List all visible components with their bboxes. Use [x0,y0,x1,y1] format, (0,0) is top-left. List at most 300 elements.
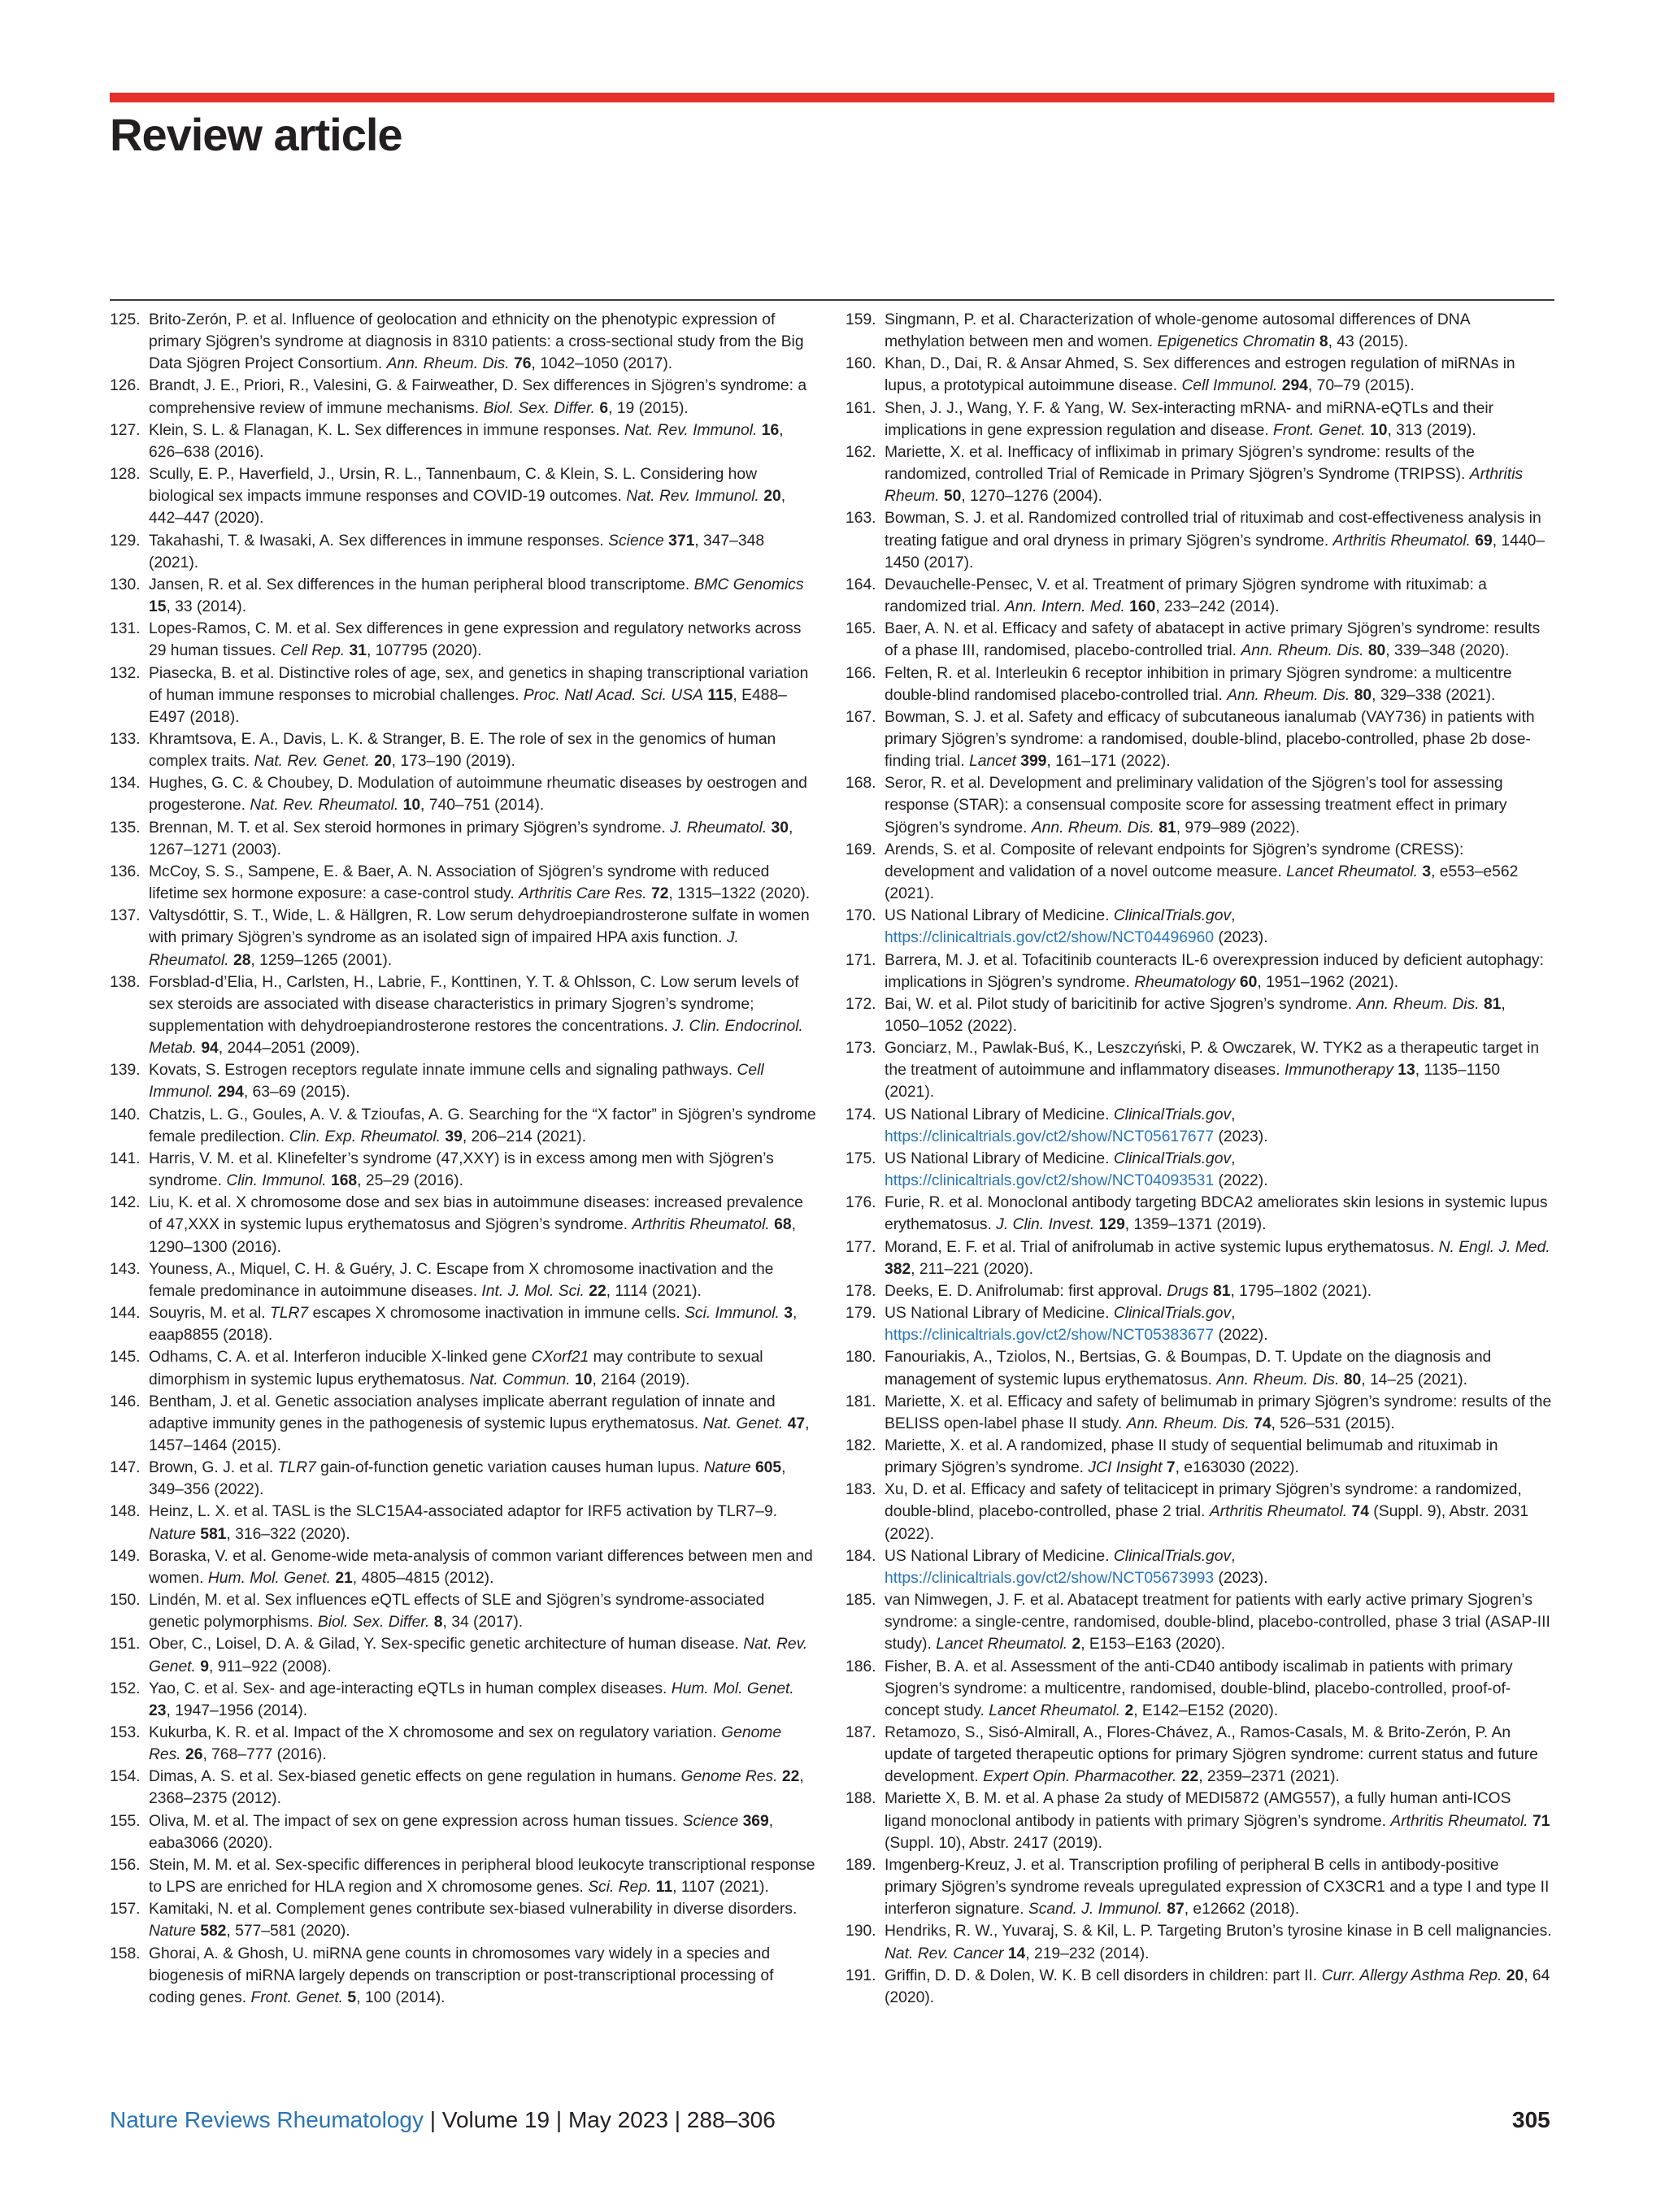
reference-text: Arends, S. et al. Composite of relevant endpoints for Sjögren’s syndrome (CRESS): development and validation of a novel outcome measure. [885,841,1464,880]
reference-item [110,1148,817,1192]
reference-item [846,1280,1553,1302]
reference-text: US National Library of Medicine. [885,1547,1114,1565]
reference-text: , eaba3066 (2020). [149,1812,774,1852]
reference-volume: 10 [402,797,421,815]
reference-link[interactable]: https://clinicaltrials.gov/ct2/show/NCT05383677 [885,1327,1215,1345]
reference-item [110,463,817,529]
reference-number: 183. [846,1481,876,1499]
reference-text: , 911–922 (2008). [208,1658,332,1675]
reference-text: , [1231,1106,1236,1123]
reference-journal: Nat. Commun. [469,1371,571,1388]
reference-number: 138. [110,973,141,991]
reference-item [110,1192,817,1258]
reference-volume: 13 [1398,1062,1415,1080]
reference-item [110,817,817,861]
reference-number: 159. [846,311,876,328]
reference-volume: 60 [1239,973,1258,991]
reference-item [110,375,817,419]
reference-number: 155. [110,1812,141,1830]
reference-number: 128. [110,466,141,484]
reference-journal: Ann. Rheum. Dis. [1031,819,1154,837]
reference-journal: Lancet Rheumatol. [936,1636,1068,1654]
reference-text: Youness, A., Miquel, C. H. & Guéry, J. C. Escape from X chromosome inactivation and the female predominance in autoimmune diseases. [149,1260,774,1300]
reference-text: Xu, D. et al. Efficacy and safety of telitacicept in primary Sjögren’s syndrome: a randomized, double-blind, placebo-controlled, phase 2 trial. [885,1481,1522,1521]
reference-text: , 329–338 (2021). [1372,686,1496,704]
footer-citation [110,2106,776,2135]
reference-volume: 605 [754,1459,782,1477]
reference-volume: 22 [589,1282,606,1300]
reference-text: Stein, M. M. et al. Sex-specific differences in peripheral blood leukocyte transcriptional response to LPS are enriched for HLA region and X chromosome genes. [149,1856,815,1897]
reference-volume: 129 [1098,1216,1125,1234]
reference-item [110,1898,817,1942]
reference-volume: 74 [1254,1415,1272,1432]
reference-text: , 626–638 (2016). [149,421,784,461]
reference-journal: Scand. J. Immunol. [1028,1901,1163,1919]
reference-volume: 30 [771,819,789,837]
reference-text: may contribute to sexual dimorphism in systemic lupus erythematosus. [149,1349,763,1388]
reference-number: 178. [846,1282,876,1300]
reference-text: , 442–447 (2020). [149,488,786,528]
reference-item [110,1633,817,1677]
reference-journal: Nature [703,1459,751,1477]
reference-volume: 80 [1354,686,1372,704]
reference-number: 134. [110,775,141,793]
reference-text: McCoy, S. S., Sampene, E. & Baer, A. N. Association of Sjögren’s syndrome with reduced lifetime sex hormone exposure: a case-control study. [149,863,770,903]
reference-text: , 2368–2375 (2012). [149,1768,804,1808]
reference-text: Bowman, S. J. et al. Safety and efficacy of subcutaneous ianalumab (VAY736) in patients with primary Sjögren’s syndrome: a randomised, double-blind, placebo-controlled, phase 2b dose-finding trial. [885,708,1535,771]
reference-number: 161. [846,399,876,417]
reference-text: Piasecka, B. et al. Distinctive roles of age, sex, and genetics in shaping transcriptional variation of human immune responses to microbial challenges. [149,664,809,704]
reference-number: 173. [846,1040,876,1058]
reference-journal: Nat. Genet. [702,1415,784,1432]
reference-journal: ClinicalTrials.gov [1113,1106,1232,1123]
reference-text: Bowman, S. J. et al. Randomized controlled trial of rituximab and cost-effectiveness analysis in treating fatigue and oral dryness in primary Sjögren’s syndrome. [885,510,1541,550]
reference-item [846,1302,1553,1346]
reference-item [846,1545,1553,1589]
reference-text: , e163030 (2022). [1175,1459,1299,1477]
reference-volume: 71 [1532,1812,1550,1830]
reference-item [846,772,1553,838]
reference-text: , 1315–1322 (2020). [668,885,811,903]
reference-text: Jansen, R. et al. Sex differences in the human peripheral blood transcriptome. [149,576,694,593]
reference-number: 166. [846,664,876,682]
reference-text: gain-of-function genetic variation causes human lupus. [315,1459,704,1477]
reference-text: , 206–214 (2021). [462,1128,587,1145]
reference-number: 147. [110,1459,141,1477]
reference-journal: Lancet Rheumatol. [989,1701,1121,1719]
reference-number: 175. [846,1149,876,1167]
reference-number: 142. [110,1194,141,1212]
reference-number: 184. [846,1547,876,1565]
reference-text: Chatzis, L. G., Goules, A. V. & Tzioufas, A. G. Searching for the “X factor” in Sjögren’s syndrome female predilection. [149,1106,816,1145]
reference-text: Valtysdóttir, S. T., Wide, L. & Hällgren, R. Low serum dehydroepiandrosterone sulfate in women with primary Sjögren’s syndrome as an isolated sign of impaired HPA axis function. [149,907,810,947]
reference-volume: 2 [1124,1701,1134,1719]
reference-number: 176. [846,1194,876,1212]
reference-volume: 47 [787,1415,806,1432]
reference-journal: Lancet Rheumatol. [1286,863,1418,880]
reference-journal: Hum. Mol. Genet. [207,1569,331,1587]
reference-item [846,1656,1553,1722]
reference-volume: 22 [1180,1768,1199,1786]
reference-journal: Clin. Immunol. [226,1172,327,1190]
reference-journal: TLR7 [277,1459,316,1477]
reference-number: 164. [846,576,876,593]
reference-volume: 294 [1281,377,1308,395]
reference-number: 135. [110,819,141,837]
reference-journal: Arthritis Rheumatol. [1332,532,1471,550]
reference-text: Souyris, M. et al. [149,1305,270,1323]
reference-text: , 161–171 (2022). [1046,753,1171,771]
reference-text: , 2164 (2019). [592,1371,690,1388]
reference-number: 130. [110,576,141,593]
reference-item [110,309,817,375]
reference-text: , 1267–1271 (2003). [149,819,793,858]
reference-journal: JCI Insight [1088,1459,1163,1477]
reference-item [110,1943,817,2009]
reference-item [846,663,1553,706]
reference-journal: Immunotherapy [1284,1062,1393,1080]
reference-volume: 16 [761,421,780,439]
reference-item [846,441,1553,507]
reference-text: Mariette, X. et al. Efficacy and safety of belimumab in primary Sjögren’s syndrome: results of the BELISS open-label phase II study. [885,1393,1552,1432]
reference-text: Lopes-Ramos, C. M. et al. Sex differences in gene expression and regulatory networks across 29 human tissues. [149,620,802,660]
reference-item [846,1236,1553,1280]
reference-number: 187. [846,1724,876,1741]
reference-item [846,1346,1553,1390]
reference-volume: 7 [1166,1459,1176,1477]
reference-journal: Sci. Rep. [588,1879,652,1897]
reference-number: 182. [846,1436,876,1454]
reference-text: Scully, E. P., Haverfield, J., Ursin, R. L., Tannenbaum, C. & Klein, S. L. Considering how biological sex impacts immune responses and COVID-19 outcomes. [149,466,758,506]
reference-text: Mariette, X. et al. A randomized, phase II study of sequential belimumab and rituximab in primary Sjögren’s syndrome. [885,1436,1498,1477]
reference-journal: TLR7 [269,1305,309,1323]
reference-volume: 20 [1506,1966,1524,1984]
reference-item [846,574,1553,618]
reference-text: , 1270–1276 (2004). [961,488,1103,506]
reference-volume: 582 [200,1923,227,1940]
reference-journal: Front. Genet. [1273,421,1366,439]
reference-text: Khan, D., Dai, R. & Ansar Ahmed, S. Sex differences and estrogen regulation of miRNAs in lupus, a prototypical autoimmune disease. [885,355,1515,395]
reference-text: Brennan, M. T. et al. Sex steroid hormones in primary Sjögren’s syndrome. [149,819,671,837]
reference-item [846,993,1553,1037]
reference-volume: 76 [514,355,532,373]
reference-number: 126. [110,377,141,395]
reference-volume: 10 [575,1371,593,1388]
reference-volume: 23 [149,1701,167,1719]
reference-item [110,1589,817,1633]
reference-item [846,706,1553,772]
reference-text: (2022). [1214,1327,1268,1345]
reference-item [110,1346,817,1390]
reference-volume: 8 [433,1614,443,1632]
reference-text: , 100 (2014). [356,1988,446,2006]
reference-item [110,1722,817,1766]
reference-text: Takahashi, T. & Iwasaki, A. Sex differences in immune responses. [149,532,609,550]
reference-volume: 68 [774,1216,792,1234]
reference-number: 141. [110,1149,141,1167]
reference-number: 177. [846,1238,876,1256]
reference-volume: 28 [233,951,251,969]
reference-number: 174. [846,1106,876,1123]
reference-text: Brown, G. J. et al. [149,1459,278,1477]
reference-text: , 1359–1371 (2019). [1124,1216,1267,1234]
reference-journal: Genome Res. [680,1768,778,1786]
reference-item [110,1545,817,1589]
reference-text: van Nimwegen, J. F. et al. Abatacept treatment for patients with early active primary Sjogren’s syndrome: a single-centre, randomised, double-blind, placebo-controlled, phase 3 trial (ASAP-III study). [885,1592,1550,1654]
references-left-column [110,309,817,2009]
reference-item [846,1920,1553,1964]
reference-text: , 14–25 (2021). [1361,1371,1468,1388]
reference-item [110,772,817,816]
reference-volume: 371 [668,532,695,550]
reference-number: 172. [846,995,876,1013]
journal-pages: 288–306 [686,2107,776,2132]
reference-text: , 1114 (2021). [606,1282,702,1300]
reference-link[interactable]: https://clinicaltrials.gov/ct2/show/NCT05673993 [885,1569,1215,1587]
reference-number: 153. [110,1724,141,1741]
reference-link[interactable]: https://clinicaltrials.gov/ct2/show/NCT05617677 [885,1128,1215,1145]
reference-item [110,574,817,618]
reference-journal: Ann. Rheum. Dis. [1356,995,1480,1013]
reference-text: Kovats, S. Estrogen receptors regulate innate immune cells and signaling pathways. [149,1062,737,1080]
reference-text: , 313 (2019). [1387,421,1476,439]
reference-journal: Arthritis Rheumatol. [1390,1812,1528,1830]
reference-volume: 6 [599,399,609,417]
reference-number: 149. [110,1547,141,1565]
reference-text: Devauchelle-Pensec, V. et al. Treatment of primary Sjögren syndrome with rituximab: a randomized trial. [885,576,1487,616]
reference-item [846,1589,1553,1655]
reference-item [846,950,1553,993]
reference-journal: Ann. Rheum. Dis. [386,355,510,373]
reference-volume: 14 [1007,1945,1026,1962]
journal-volume: Volume 19 [441,2107,550,2132]
reference-item [110,728,817,772]
reference-item [846,1148,1553,1192]
reference-journal: Nat. Rev. Genet. [149,1636,808,1675]
reference-text: Shen, J. J., Wang, Y. F. & Yang, W. Sex-interacting mRNA- and miRNA-eQTLs and their implications in gene expression regulation and disease. [885,399,1494,439]
reference-item [846,1037,1553,1103]
reference-text: , 34 (2017). [442,1614,524,1632]
section-title: Review article [110,109,402,160]
reference-item [110,1457,817,1501]
reference-journal: Sci. Immunol. [685,1305,780,1323]
reference-item [110,1501,817,1545]
reference-volume: 81 [1213,1282,1231,1300]
reference-text: , 63–69 (2015). [243,1084,350,1102]
reference-text: , 316–322 (2020). [226,1525,350,1543]
reference-text: Fanouriakis, A., Tziolos, N., Bertsias, G. & Boumpas, D. T. Update on the diagnosis and management of systemic lupus erythematosus. [885,1349,1492,1388]
reference-text: , 219–232 (2014). [1025,1945,1150,1962]
reference-journal: J. Clin. Invest. [996,1216,1095,1234]
reference-text: Khramtsova, E. A., Davis, L. K. & Stranger, B. E. The role of sex in the genomics of human complex traits. [149,730,776,771]
reference-text: Imgenberg-Kreuz, J. et al. Transcription profiling of peripheral B cells in antibody-positive primary Sjögren’s syndrome reveals upregulated expression of CX3CR1 and a type I and type II interferon signature. [885,1856,1550,1919]
reference-text: Forsblad-d’Elia, H., Carlsten, H., Labrie, F., Konttinen, Y. T. & Ohlsson, C. Low serum levels of sex steroids are associated with disease characteristics in primary Sjogren’s syndrome; supplementation with dehydroepiandrosterone restores the concentrations. [149,973,799,1035]
reference-journal: Rheumatology [1134,973,1236,991]
reference-text: , 4805–4815 (2012). [352,1569,494,1587]
reference-item [846,309,1553,353]
reference-item [110,419,817,463]
reference-text: Deeks, E. D. Anifrolumab: first approval. [885,1282,1167,1300]
reference-number: 190. [846,1923,876,1940]
reference-number: 146. [110,1393,141,1410]
reference-journal: Arthritis Care Res. [519,885,647,903]
reference-text: Furie, R. et al. Monoclonal antibody targeting BDCA2 ameliorates skin lesions in systemic lupus erythematosus. [885,1194,1548,1234]
reference-text: , 1259–1265 (2001). [250,951,393,969]
reference-journal: CXorf21 [531,1349,589,1367]
reference-journal: Hum. Mol. Genet. [671,1680,794,1697]
reference-item [846,1965,1553,2009]
reference-text: , [1231,1305,1236,1323]
reference-number: 144. [110,1305,141,1323]
header-accent-bar [110,93,1554,102]
footer-separator: | [555,2107,568,2132]
reference-item [846,507,1553,573]
footer-separator: | [429,2107,442,2132]
reference-volume: 168 [330,1172,358,1190]
reference-text: Hughes, G. C. & Choubey, D. Modulation of autoimmune rheumatic diseases by oestrogen and progesterone. [149,775,807,815]
reference-text: Baer, A. N. et al. Efficacy and safety of abatacept in active primary Sjögren’s syndrome: results of a phase III, randomised, placebo-controlled trial. [885,620,1541,660]
reference-item [846,353,1553,397]
reference-item [110,1678,817,1722]
reference-item [846,1479,1553,1545]
reference-text: , 1795–1802 (2021). [1230,1282,1372,1300]
reference-text: Felten, R. et al. Interleukin 6 receptor inhibition in primary Sjögren syndrome: a multicentre double-blind randomised placebo-controlled trial. [885,664,1512,704]
reference-item [110,861,817,905]
reference-volume: 369 [742,1812,769,1830]
reference-text: Liu, K. et al. X chromosome dose and sex bias in autoimmune diseases: increased prevalence of 47,XXX in systemic lupus erythematosus and Sjögren’s syndrome. [149,1194,803,1234]
reference-link[interactable]: https://clinicaltrials.gov/ct2/show/NCT04496960 [885,929,1215,947]
reference-journal: J. Clin. Endocrinol. Metab. [149,1018,803,1058]
reference-journal: ClinicalTrials.gov [1113,1149,1232,1167]
reference-item [110,905,817,971]
reference-journal: Science [608,532,664,550]
reference-number: 180. [846,1349,876,1367]
reference-text: , 1290–1300 (2016). [149,1216,796,1256]
reference-text: , 526–531 (2015). [1271,1415,1395,1432]
reference-number: 163. [846,510,876,528]
reference-number: 143. [110,1260,141,1278]
reference-text: US National Library of Medicine. [885,1106,1114,1123]
reference-number: 132. [110,664,141,682]
reference-number: 154. [110,1768,141,1786]
reference-number: 179. [846,1305,876,1323]
reference-journal: BMC Genomics [693,576,804,593]
reference-volume: 382 [885,1260,911,1278]
reference-number: 160. [846,355,876,373]
reference-number: 186. [846,1658,876,1675]
reference-text: , E153–E163 (2020). [1080,1636,1226,1654]
reference-item [110,1258,817,1302]
reference-text: Lindén, M. et al. Sex influences eQTL effects of SLE and Sjögren’s syndrome-associated genetic polymorphisms. [149,1592,765,1632]
reference-volume: 80 [1367,642,1386,660]
reference-journal: Cell Immunol. [149,1062,764,1102]
footer-separator: | [674,2107,687,2132]
reference-text: , 70–79 (2015). [1307,377,1415,395]
reference-volume: 21 [335,1569,353,1587]
reference-volume: 22 [781,1768,800,1786]
reference-text: Singmann, P. et al. Characterization of whole-genome autosomal differences of DNA methylation between men and women. [885,311,1470,351]
reference-text: Barrera, M. J. et al. Tofacitinib counteracts IL-6 overexpression induced by deficient autophagy: implications in Sjögren’s syndrome. [885,951,1544,991]
reference-journal: Expert Opin. Pharmacother. [983,1768,1177,1786]
reference-text: Fisher, B. A. et al. Assessment of the anti-CD40 antibody iscalimab in patients with primary Sjogren’s syndrome: a multicentre, randomised, double-blind, placebo-controlled, proof-of-concept study. [885,1658,1513,1719]
reference-text: escapes X chromosome inactivation in immune cells. [308,1305,685,1323]
reference-text: , 349–356 (2022). [149,1459,786,1499]
reference-number: 151. [110,1636,141,1654]
journal-name[interactable]: Nature Reviews Rheumatology [110,2107,424,2132]
reference-journal: Science [682,1812,739,1830]
reference-number: 131. [110,620,141,638]
reference-journal: Arthritis Rheum. [885,466,1524,506]
reference-journal: Nat. Rev. Genet. [254,753,370,771]
reference-journal: Nature [149,1923,196,1940]
reference-text: , 1050–1052 (2022). [885,995,1506,1035]
reference-link[interactable]: https://clinicaltrials.gov/ct2/show/NCT04093531 [885,1172,1215,1190]
reference-journal: Biol. Sex. Differ. [317,1614,430,1632]
reference-number: 171. [846,951,876,969]
reference-item [846,398,1553,441]
reference-volume: 50 [943,488,962,506]
reference-text: , 64 (2020). [885,1966,1550,2006]
reference-text: , e553–e562 (2021). [885,863,1519,903]
reference-volume: 10 [1370,421,1388,439]
reference-item [110,618,817,662]
reference-text: Oliva, M. et al. The impact of sex on gene expression across human tissues. [149,1812,683,1830]
reference-journal: Arthritis Rheumatol. [1209,1503,1348,1521]
reference-item [110,1854,817,1898]
reference-volume: 72 [650,885,669,903]
reference-journal: Cell Immunol. [1181,377,1278,395]
reference-text: Ober, C., Loisel, D. A. & Gilad, Y. Sex-specific genetic architecture of human disease. [149,1636,744,1654]
reference-text: Ghorai, A. & Ghosh, U. miRNA gene counts in chromosomes vary widely in a species and biogenesis of miRNA largely depends on transcription or post-transcriptional processing of coding genes. [149,1945,774,2006]
reference-text: , E488–E497 (2018). [149,686,787,726]
reference-journal: Nat. Rev. Immunol. [624,421,758,439]
reference-text: (2023). [1214,929,1268,947]
reference-item [110,1104,817,1148]
header-rule [110,299,1554,301]
reference-volume: 87 [1167,1901,1185,1919]
reference-number: 136. [110,863,141,880]
reference-journal: N. Engl. J. Med. [1438,1238,1550,1256]
reference-number: 168. [846,775,876,793]
reference-journal: Arthritis Rheumatol. [632,1216,770,1234]
reference-journal: Front. Genet. [250,1988,344,2006]
reference-text: , 768–777 (2016). [202,1746,327,1764]
reference-item [110,1302,817,1346]
reference-number: 165. [846,620,876,638]
reference-text: Mariette, X. et al. Inefficacy of infliximab in primary Sjögren’s syndrome: results of the randomized, controlled Trial of Remicade in Primary Sjögren’s Syndrome (TRIPSS). [885,443,1475,484]
reference-volume: 3 [784,1305,793,1323]
reference-text: Harris, V. M. et al. Klinefelter’s syndrome (47,XXY) is in excess among men with Sjögren’s syndrome. [149,1149,774,1190]
reference-text: , 33 (2014). [166,598,247,616]
reference-journal: Lancet [968,753,1016,771]
reference-number: 148. [110,1503,141,1521]
reference-text: , 2044–2051 (2009). [218,1040,360,1058]
reference-volume: 2 [1072,1636,1081,1654]
reference-journal: Ann. Rheum. Dis. [1216,1371,1340,1388]
reference-text: (Suppl. 10), Abstr. 2417 (2019). [885,1834,1102,1852]
reference-volume: 160 [1129,598,1156,616]
reference-text: , 1951–1962 (2021). [1257,973,1399,991]
reference-item [846,618,1553,662]
reference-number: 133. [110,730,141,748]
reference-number: 125. [110,311,141,328]
reference-volume: 294 [217,1084,244,1102]
reference-number: 185. [846,1592,876,1610]
reference-text: , 211–221 (2020). [911,1260,1033,1278]
reference-journal: Biol. Sex. Differ. [483,399,596,417]
reference-volume: 26 [185,1746,203,1764]
reference-text: Hendriks, R. W., Yuvaraj, S. & Kil, L. P. Targeting Bruton’s tyrosine kinase in B cell malignancies. [885,1923,1552,1940]
